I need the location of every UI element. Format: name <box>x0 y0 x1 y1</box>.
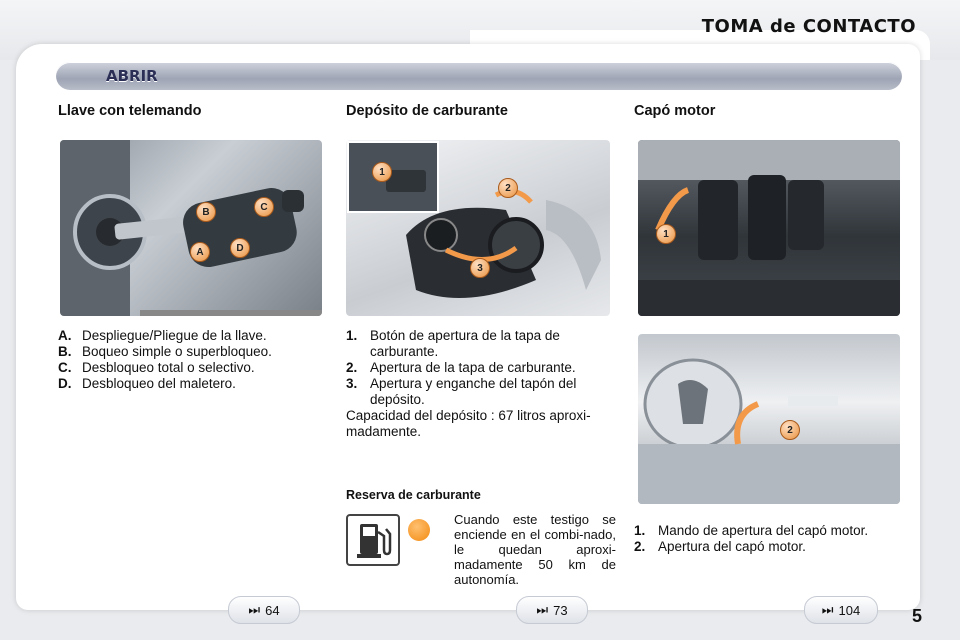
item-key: A. <box>58 328 72 343</box>
ref-link-73[interactable] <box>516 596 588 624</box>
marker-1: 1 <box>656 224 676 244</box>
capo-list <box>634 523 904 555</box>
fuel-photo <box>346 140 610 316</box>
list-item <box>346 360 616 376</box>
marker-a: A <box>190 242 210 262</box>
item-text: Desbloqueo total o selectivo. <box>82 360 255 375</box>
deposito-title: Depósito de carburante <box>346 103 508 119</box>
list-item <box>634 523 904 539</box>
fast-forward-icon: ⏭ <box>248 602 261 617</box>
ref-page: 104 <box>838 602 861 618</box>
item-key: 2. <box>634 539 646 554</box>
item-text: Apertura de la tapa de carburante. <box>370 360 576 375</box>
item-key: B. <box>58 344 72 359</box>
hood-illustration <box>638 334 900 504</box>
capacity-text: Capacidad del depósito : 67 litros aproxi-madamente. <box>346 408 591 439</box>
fast-forward-icon: ⏭ <box>821 602 834 617</box>
ref-link-104[interactable] <box>804 596 878 624</box>
llave-list <box>58 328 320 392</box>
capo-title: Capó motor <box>634 103 716 119</box>
marker-2: 2 <box>498 178 518 198</box>
ref-link-64[interactable] <box>228 596 300 624</box>
item-text: Apertura y enganche del tapón del depósito. <box>370 376 577 407</box>
item-key: 1. <box>634 523 646 538</box>
list-item <box>58 360 320 376</box>
section-title: ABRIR <box>106 67 158 85</box>
ref-page: 73 <box>553 602 568 618</box>
item-text: Apertura del capó motor. <box>658 539 806 554</box>
page-title: TOMA de CONTACTO <box>701 16 916 37</box>
warning-light-icon <box>408 519 430 541</box>
page-number: 5 <box>911 606 922 626</box>
item-text: Boqueo simple o superbloqueo. <box>82 344 272 359</box>
reserva-title: Reserva de carburante <box>346 488 481 502</box>
item-text: Mando de apertura del capó motor. <box>658 523 869 538</box>
deposito-list <box>346 328 616 440</box>
item-key: 3. <box>346 376 358 391</box>
list-item <box>58 376 320 392</box>
section-bar <box>56 62 902 90</box>
marker-3: 3 <box>470 258 490 278</box>
key-illustration <box>60 140 322 316</box>
llave-title: Llave con telemando <box>58 103 202 119</box>
list-item <box>58 344 320 360</box>
fast-forward-icon: ⏭ <box>536 602 549 617</box>
item-key: 1. <box>346 328 358 343</box>
marker-d: D <box>230 238 250 258</box>
list-item <box>58 328 320 344</box>
marker-b: B <box>196 202 216 222</box>
item-key: D. <box>58 376 72 391</box>
marker-2: 2 <box>780 420 800 440</box>
key-photo <box>60 140 322 316</box>
list-item <box>346 376 616 408</box>
item-key: 2. <box>346 360 358 375</box>
hood-open-photo <box>638 334 900 504</box>
reserva-text: Cuando este testigo se enciende en el combi-nado, le quedan aproxi-madamente 50 km de autonomía. <box>454 512 616 587</box>
hood-lever-photo <box>638 140 900 316</box>
item-text: Botón de apertura de la tapa de carburante. <box>370 328 560 359</box>
marker-c: C <box>254 197 274 217</box>
list-item <box>346 328 616 360</box>
item-text: Despliegue/Pliegue de la llave. <box>82 328 267 343</box>
ref-page: 64 <box>265 602 280 618</box>
marker-1: 1 <box>372 162 392 182</box>
fuel-warning-box <box>346 514 400 566</box>
list-item <box>634 539 904 555</box>
item-text: Desbloqueo del maletero. <box>82 376 236 391</box>
fuel-pump-icon <box>346 514 400 566</box>
item-key: C. <box>58 360 72 375</box>
pedals-illustration <box>638 140 900 316</box>
